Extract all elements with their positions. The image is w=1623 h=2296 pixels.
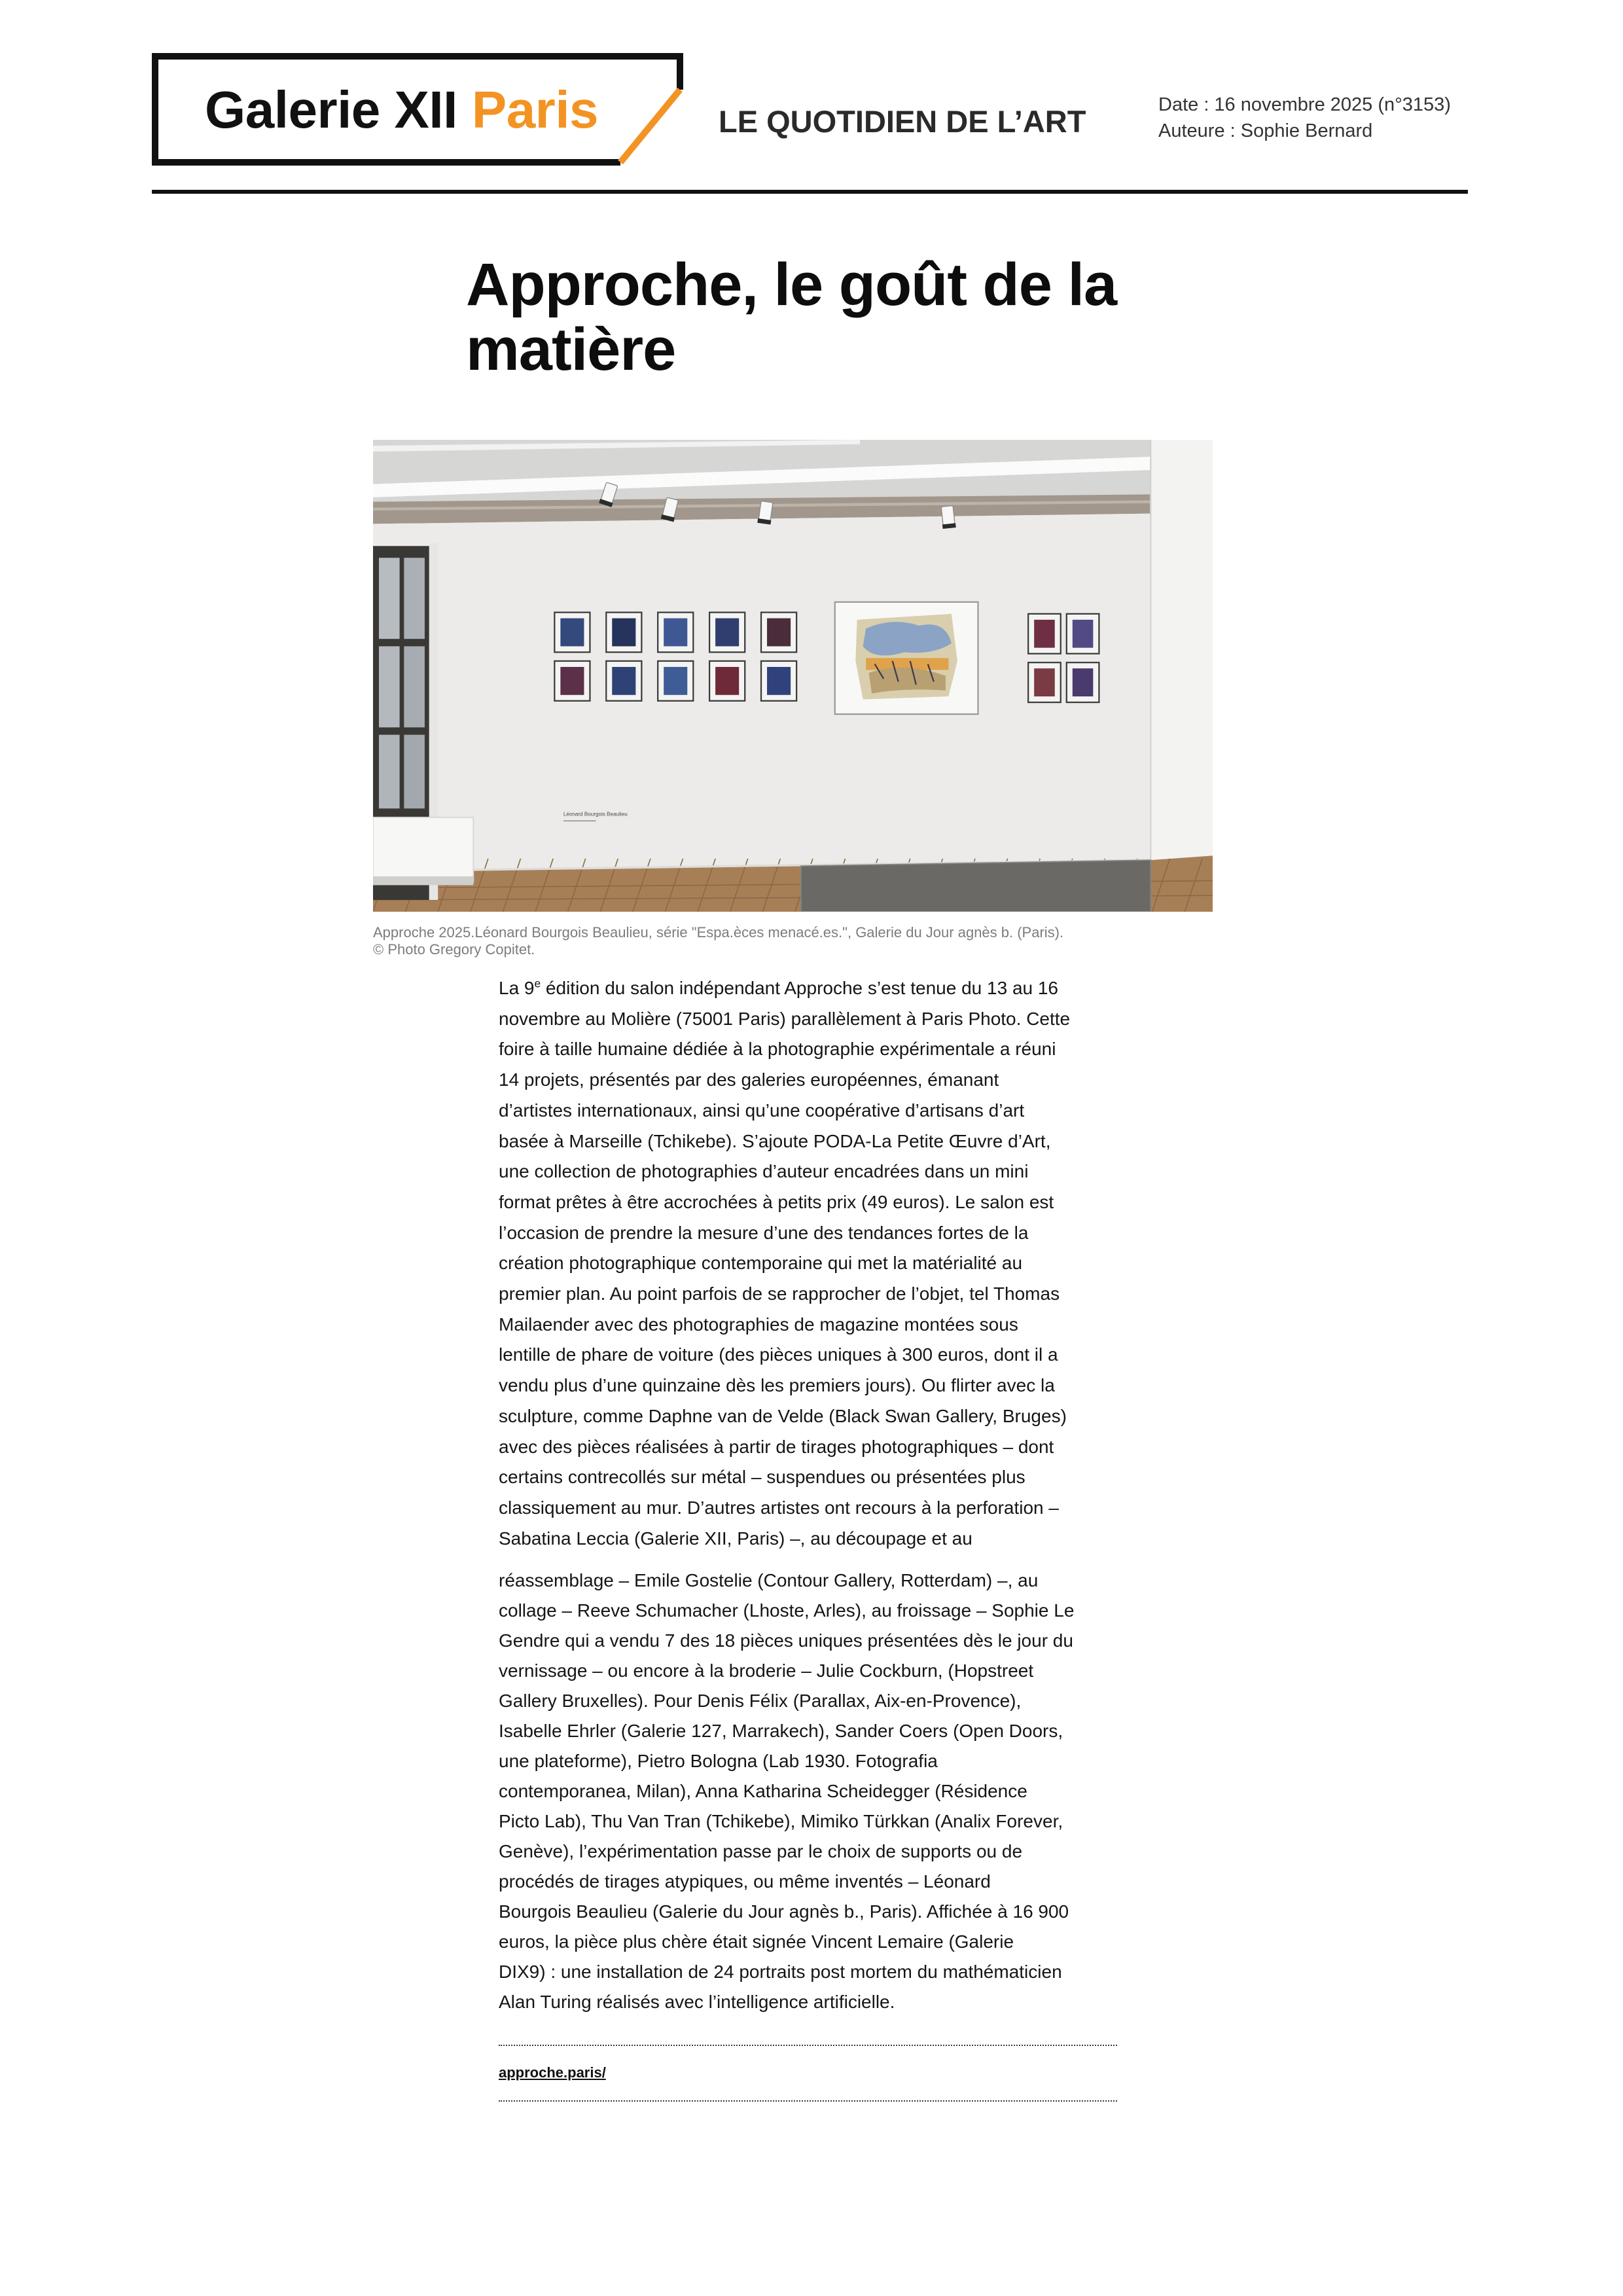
body-line: vernissage – ou encore à la broderie – Julie Cockburn, (Hopstreet bbox=[499, 1660, 1034, 1681]
body-line: sculpture, comme Daphne van de Velde (Black Swan Gallery, Bruges) bbox=[499, 1405, 1067, 1426]
body-line: Sabatina Leccia (Galerie XII, Paris) –, au découpage et au bbox=[499, 1528, 972, 1549]
dotted-separator-bottom bbox=[499, 2100, 1117, 2102]
body-line: DIX9) : une installation de 24 portraits post mortem du mathématicien bbox=[499, 1962, 1062, 1982]
body-line: avec des pièces réalisées à partir de tirages photographiques – dont bbox=[499, 1436, 1054, 1457]
artwork-image bbox=[715, 619, 739, 647]
publication-name: LE QUOTIDIEN DE L’ART bbox=[719, 104, 1086, 139]
artwork-image bbox=[1034, 668, 1055, 696]
body-line: certains contrecollés sur métal – suspendues ou présentées plus bbox=[499, 1467, 1026, 1488]
body-line: 14 projets, présentés par des galeries européennes, émanant bbox=[499, 1069, 999, 1090]
logo-city: Paris bbox=[471, 81, 599, 139]
body-line: l’occasion de prendre la mesure d’une des tendances fortes de la bbox=[499, 1222, 1029, 1243]
body-line: Picto Lab), Thu Van Tran (Tchikebe), Mimiko Türkkan (Analix Forever, bbox=[499, 1811, 1063, 1831]
artwork-image bbox=[664, 667, 687, 695]
caption-credit: © Photo Gregory Copitet. bbox=[373, 941, 535, 958]
window-pane bbox=[404, 646, 425, 727]
caption-line: Approche 2025.Léonard Bourgois Beaulieu, série "Espa.èces menacé.es.", Galerie du Jour agnès b. (Paris). bbox=[373, 924, 1064, 941]
body-line: euros, la pièce plus chère était signée Vincent Lemaire (Galerie bbox=[499, 1931, 1014, 1952]
body-line: création photographique contemporaine qui met la matérialité au bbox=[499, 1253, 1023, 1274]
body-line: Gallery Bruxelles). Pour Denis Félix (Parallax, Aix-en-Provence), bbox=[499, 1691, 1022, 1711]
title-line: matière bbox=[466, 316, 676, 383]
body-line: classiquement au mur. D’autres artistes ont recours à la perforation – bbox=[499, 1497, 1059, 1518]
ordinal-superscript: e bbox=[534, 977, 541, 990]
body-line: Genève), l’expérimentation passe par le choix de supports ou de bbox=[499, 1841, 1023, 1861]
body-line: une collection de photographies d’auteur encadrées dans un mini bbox=[499, 1161, 1029, 1182]
article-meta bbox=[1158, 92, 1451, 144]
artwork-image bbox=[612, 667, 635, 695]
window-bench-shadow bbox=[373, 876, 473, 886]
article-body-part-1 bbox=[499, 973, 1070, 1554]
dotted-separator-top bbox=[499, 2045, 1117, 2046]
body-line bbox=[499, 973, 1070, 1004]
window-pane bbox=[404, 558, 425, 639]
window-pane bbox=[404, 735, 425, 809]
body-line: novembre au Molière (75001 Paris) parallèlement à Paris Photo. Cette bbox=[499, 1008, 1071, 1029]
body-line: format prêtes à être accrochées à petits prix (49 euros). Le salon est bbox=[499, 1191, 1054, 1212]
artwork-image bbox=[1073, 620, 1094, 648]
window-pane bbox=[379, 646, 400, 727]
body-line: Mailaender avec des photographies de magazine montées sous bbox=[499, 1314, 1018, 1335]
logo-wordmark bbox=[205, 81, 599, 139]
body-line: d’artistes internationaux, ainsi qu’une coopérative d’artisans d’art bbox=[499, 1100, 1025, 1121]
artwork-image bbox=[1034, 620, 1055, 648]
gallery-photo bbox=[373, 440, 1213, 912]
window-pane bbox=[379, 558, 400, 639]
photo-caption bbox=[373, 924, 1063, 958]
body-line: Alan Turing réalisés avec l’intelligence artificielle. bbox=[499, 1992, 895, 2012]
artwork-image bbox=[664, 619, 687, 647]
body-line: Gendre qui a vendu 7 des 18 pièces uniques présentées dès le jour du bbox=[499, 1630, 1073, 1651]
body-line-start: La 9 bbox=[499, 978, 535, 998]
title-line: Approche, le goût de la bbox=[466, 251, 1117, 318]
source-link[interactable]: approche.paris/ bbox=[499, 2064, 606, 2081]
artwork-image bbox=[1073, 668, 1094, 696]
body-line: Isabelle Ehrler (Galerie 127, Marrakech), Sander Coers (Open Doors, bbox=[499, 1721, 1063, 1741]
gallery-photo-image bbox=[373, 440, 1213, 912]
window-pane bbox=[379, 735, 400, 809]
artwork-image bbox=[560, 619, 584, 647]
body-line-end: édition du salon indépendant Approche s’est tenue du 13 au 16 bbox=[541, 978, 1059, 998]
gray-rug bbox=[801, 860, 1150, 912]
body-line: réassemblage – Emile Gostelie (Contour Gallery, Rotterdam) –, au bbox=[499, 1570, 1039, 1590]
body-line: collage – Reeve Schumacher (Lhoste, Arles), au froissage – Sophie Le bbox=[499, 1600, 1075, 1621]
wall-label-subline bbox=[563, 820, 596, 821]
artwork-image bbox=[767, 667, 791, 695]
body-line: Bourgois Beaulieu (Galerie du Jour agnès b., Paris). Affichée à 16 900 bbox=[499, 1901, 1069, 1922]
body-line: foire à taille humaine dédiée à la photographie expérimentale a réuni bbox=[499, 1039, 1056, 1060]
body-line: basée à Marseille (Tchikebe). S’ajoute PODA-La Petite Œuvre d’Art, bbox=[499, 1130, 1051, 1151]
logo-gallery-name: Galerie XII bbox=[205, 81, 457, 139]
artwork-image bbox=[612, 619, 635, 647]
artwork-image bbox=[560, 667, 584, 695]
article-body-part-2 bbox=[499, 1566, 1074, 2017]
publication-date: Date : 16 novembre 2025 (n°3153) bbox=[1158, 94, 1451, 115]
body-line: vendu plus d’une quinzaine dès les premiers jours). Ou flirter avec la bbox=[499, 1375, 1055, 1396]
side-wall bbox=[1150, 440, 1213, 860]
window-bench bbox=[373, 817, 473, 882]
body-line: procédés de tirages atypiques, ou même inventés – Léonard bbox=[499, 1871, 991, 1892]
body-line: lentille de phare de voiture (des pièces uniques à 300 euros, dont il a bbox=[499, 1344, 1058, 1365]
spotlight bbox=[940, 505, 956, 529]
logo-orange-slash bbox=[620, 90, 680, 162]
header-divider bbox=[152, 190, 1468, 194]
body-line: une plateforme), Pietro Bologna (Lab 1930. Fotografia bbox=[499, 1751, 938, 1771]
wall-label: Léonard Bourgois Beaulieu bbox=[563, 811, 628, 817]
article-title bbox=[466, 253, 1116, 382]
article-author: Auteure : Sophie Bernard bbox=[1158, 120, 1373, 141]
artwork-image bbox=[767, 619, 791, 647]
artwork-large bbox=[835, 602, 978, 714]
artwork-image bbox=[715, 667, 739, 695]
body-line: premier plan. Au point parfois de se rapprocher de l’objet, tel Thomas bbox=[499, 1283, 1060, 1304]
body-line: contemporanea, Milan), Anna Katharina Scheidegger (Résidence bbox=[499, 1781, 1027, 1801]
